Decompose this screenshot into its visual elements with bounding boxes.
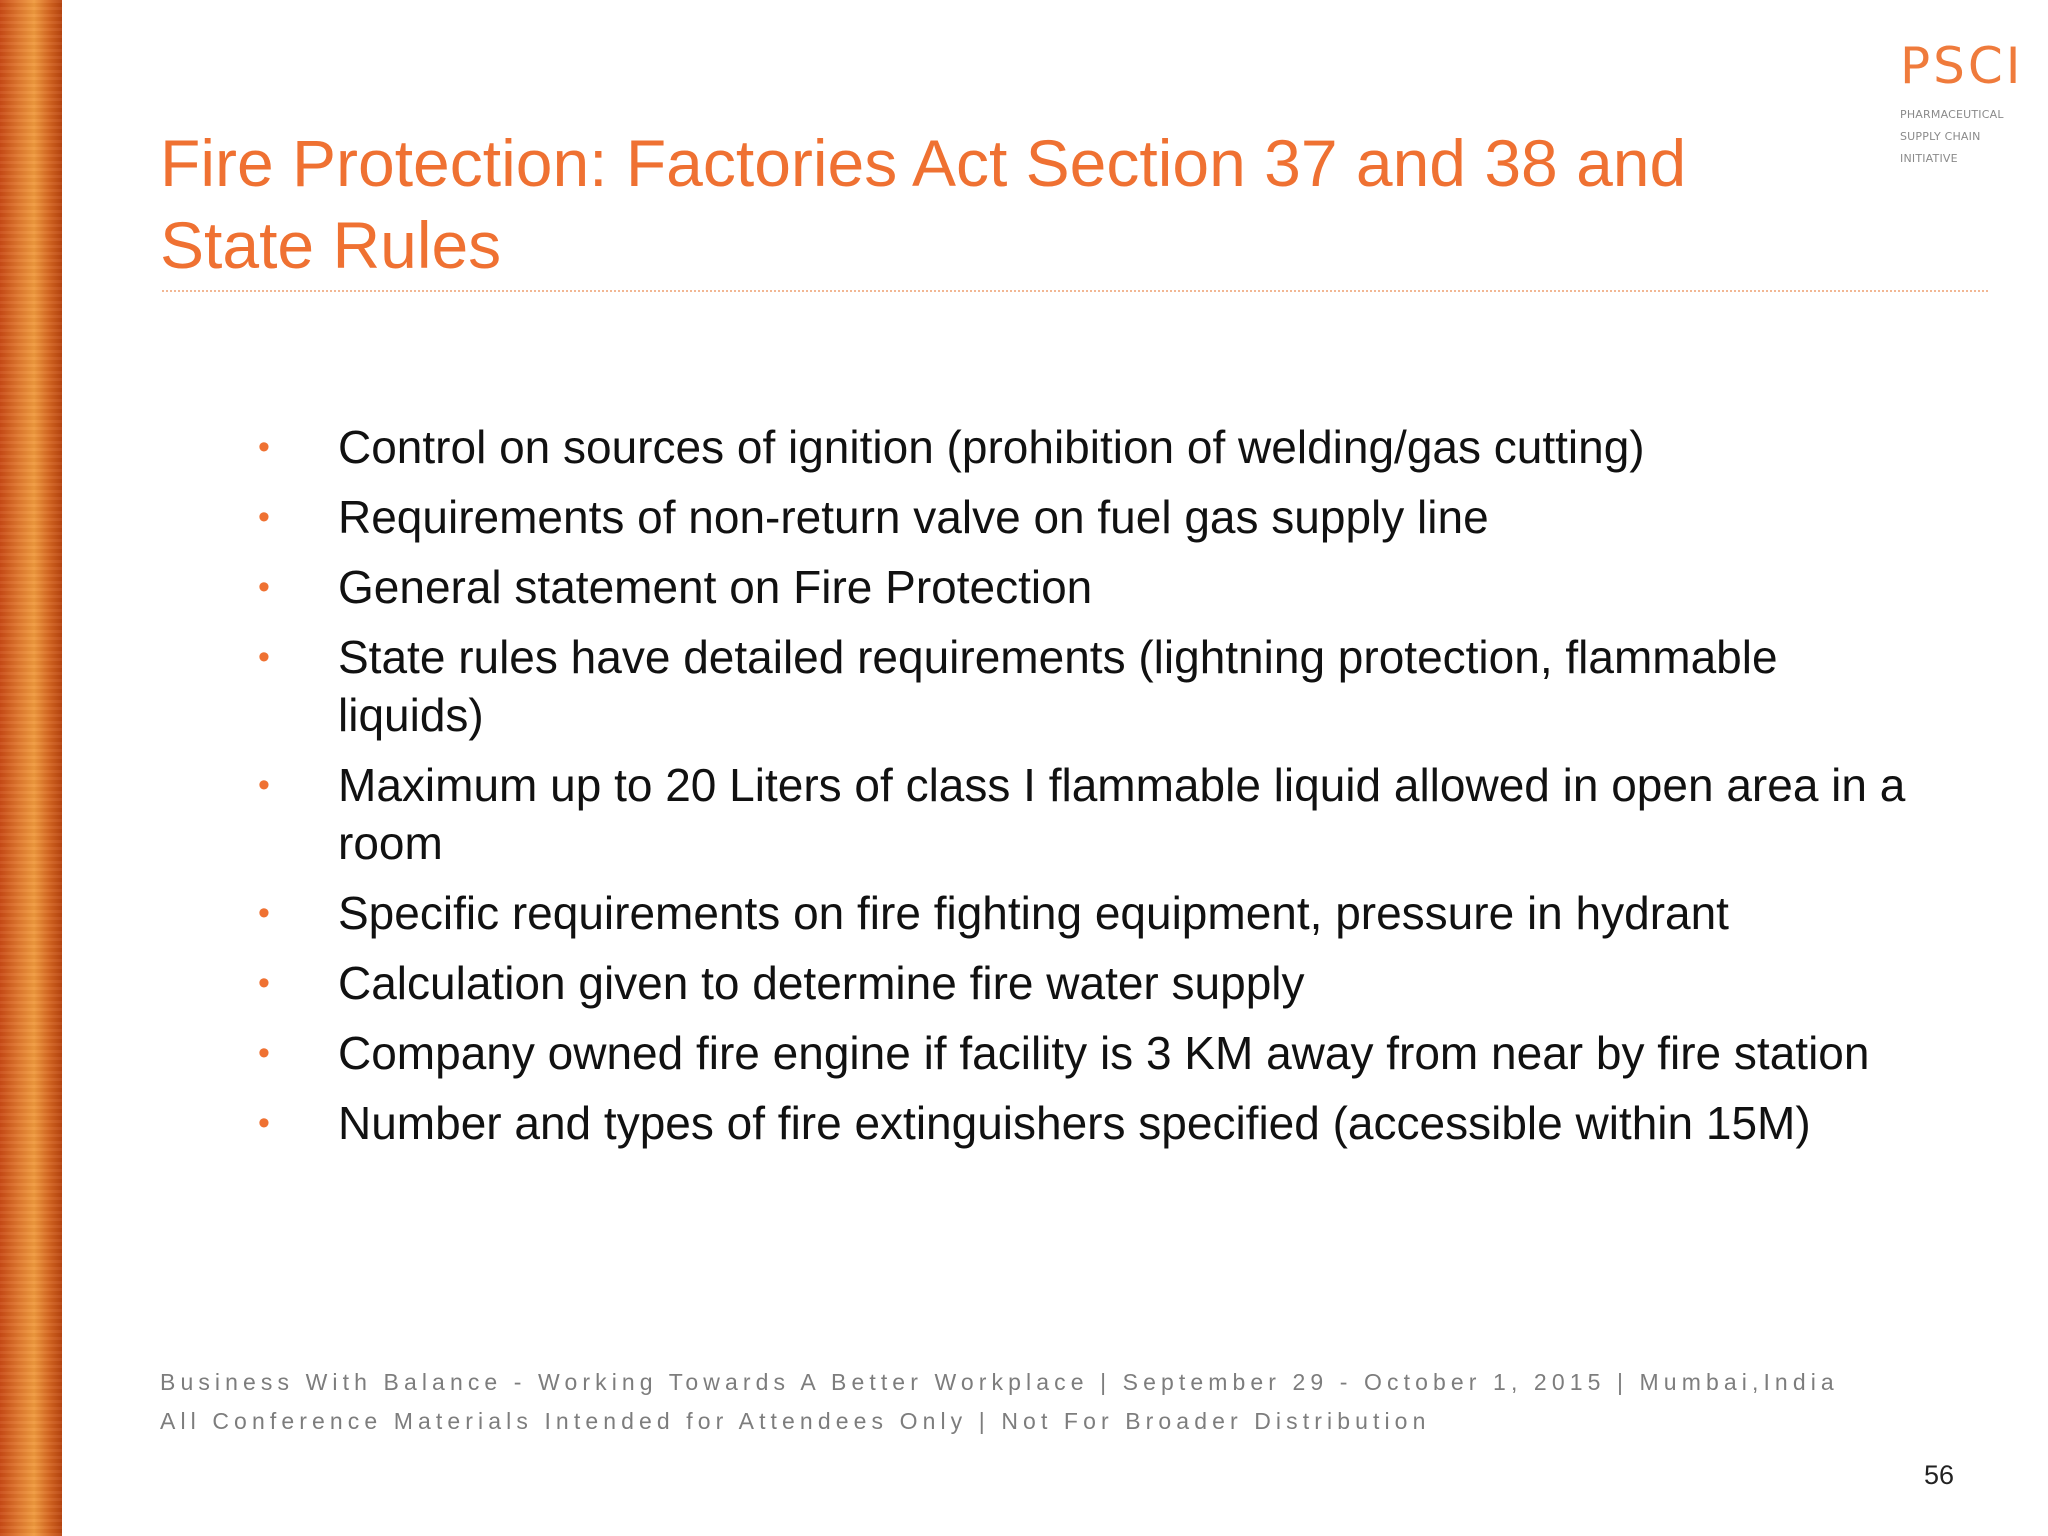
bullet-marker: •	[258, 964, 270, 1002]
logo-subtitle-line-2: SUPPLY CHAIN	[1900, 130, 1981, 143]
bullet-item	[258, 1024, 1918, 1082]
bullet-marker: •	[258, 894, 270, 932]
logo-subtitle-line-1: PHARMACEUTICAL	[1900, 108, 2004, 121]
bullet-item	[258, 884, 1918, 942]
footer-line-2: All Conference Materials Intended for Attendees Only | Not For Broader Distribution	[160, 1408, 1431, 1434]
bullet-text: Maximum up to 20 Liters of class I flammable liquid allowed in open area in a room	[338, 759, 1906, 869]
bullet-marker: •	[258, 638, 270, 676]
bullet-marker: •	[258, 1034, 270, 1072]
bullet-marker: •	[258, 568, 270, 606]
slide-title-line-1: Fire Protection: Factories Act Section 37 and 38 and	[160, 126, 1687, 200]
bullet-item	[258, 756, 1918, 872]
bullet-text: Requirements of non-return valve on fuel gas supply line	[338, 491, 1489, 543]
bullet-text: General statement on Fire Protection	[338, 561, 1093, 613]
psci-logo	[1900, 38, 2030, 170]
logo-subtitle-line-3: INITIATIVE	[1900, 152, 1958, 165]
bullet-marker: •	[258, 498, 270, 536]
bullet-text: Company owned fire engine if facility is 3 KM away from near by fire station	[338, 1027, 1870, 1079]
bullet-list	[258, 418, 1918, 1164]
title-divider	[162, 290, 1988, 292]
bullet-item	[258, 954, 1918, 1012]
bullet-item	[258, 558, 1918, 616]
slide-title-line-2: State Rules	[160, 208, 502, 282]
bullet-text: State rules have detailed requirements (lightning protection, flammable liquids)	[338, 631, 1778, 741]
slide-title	[160, 122, 1860, 286]
bullet-item	[258, 418, 1918, 476]
bullet-text: Specific requirements on fire fighting equipment, pressure in hydrant	[338, 887, 1729, 939]
bullet-item	[258, 1094, 1918, 1152]
bullet-item	[258, 488, 1918, 546]
decorative-side-stripe	[0, 0, 62, 1536]
bullet-marker: •	[258, 428, 270, 466]
bullet-marker: •	[258, 1104, 270, 1142]
footer-line-1: Business With Balance - Working Towards A Better Workplace | September 29 - October 1, 2015 | Mumbai,India	[160, 1369, 1839, 1395]
bullet-text: Control on sources of ignition (prohibition of welding/gas cutting)	[338, 421, 1645, 473]
bullet-text: Number and types of fire extinguishers specified (accessible within 15M)	[338, 1097, 1811, 1149]
logo-wordmark: PSCI	[1900, 37, 2024, 95]
bullet-marker: •	[258, 766, 270, 804]
slide-footer	[160, 1363, 1960, 1441]
bullet-item	[258, 628, 1918, 744]
page-number: 56	[1923, 1460, 1954, 1490]
bullet-text: Calculation given to determine fire water supply	[338, 957, 1305, 1009]
